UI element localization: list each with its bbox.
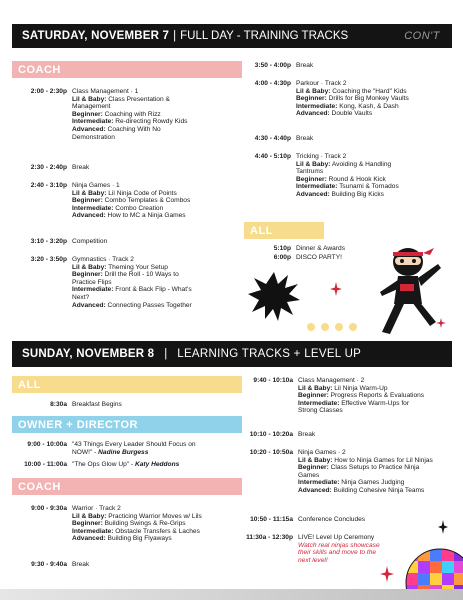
entry-desc (72, 561, 242, 569)
line-text: Class Presentation & (106, 95, 170, 103)
line-text: Avoiding & Handling (330, 160, 392, 168)
entry-desc (296, 80, 456, 118)
entry-time: 10:20 - 10:50a (249, 449, 293, 456)
level-label: Beginner: (72, 271, 103, 279)
level-label: Beginner: (296, 175, 327, 183)
schedule-entry (20, 561, 242, 569)
entry-line (72, 111, 242, 119)
entry-line (298, 392, 456, 400)
entry-line (298, 516, 456, 524)
level-label: Lil & Baby: (296, 160, 331, 168)
line-text: Building Big Flyaways (105, 535, 172, 543)
schedule-entry (246, 516, 456, 524)
entry-line (298, 487, 456, 495)
entry-time: 3:10 - 3:20p (30, 238, 67, 245)
level-label: Lil & Baby: (72, 189, 107, 197)
dots-decoration (306, 322, 374, 332)
entry-time: 10:50 - 11:15a (250, 516, 293, 523)
entry-time: 8:30a (50, 401, 67, 408)
line-text: LIVE! Level Up Ceremony (298, 534, 375, 541)
entry-desc (298, 516, 456, 524)
day2-all-label: ALL (18, 378, 41, 391)
line-text: Tsunami & Tornados (337, 183, 399, 191)
entry-line (72, 164, 242, 172)
line-text: Connecting Passes Together (105, 301, 192, 309)
level-label: Lil & Baby: (72, 512, 107, 520)
level-label: Beginner: (72, 520, 103, 528)
line-text: Practice Flips (72, 278, 112, 286)
entry-line (72, 182, 242, 190)
entry-time: 9:00 - 10:00a (27, 441, 67, 448)
level-label: Lil & Baby: (296, 87, 331, 95)
schedule-entry (20, 164, 242, 172)
line-text: Effective Warm-Ups for (339, 399, 410, 407)
line-text: Management (72, 103, 111, 111)
entry-time: 2:00 - 2:30p (30, 88, 67, 95)
line-text: Drill the Roll - 10 Ways to (102, 271, 179, 279)
entry-line (72, 264, 242, 272)
entry-line (298, 400, 456, 408)
level-label: Beginner: (296, 95, 327, 103)
line-text: Re-directing Rowdy Kids (113, 118, 188, 126)
level-label: Intermediate: (72, 204, 114, 212)
entry-line (72, 88, 242, 96)
level-label: Intermediate: (298, 399, 340, 407)
line-text: Practicing Warrior Moves w/ Lils (106, 512, 202, 520)
entry-line (296, 95, 456, 103)
line-text: Games (298, 471, 320, 479)
entry-time: 2:40 - 3:10p (30, 182, 67, 189)
entry-line (298, 534, 456, 542)
entry-line (72, 212, 242, 220)
entry-line (72, 561, 242, 569)
line-text: Break (296, 135, 314, 142)
line-text: Combo Templates & Combos (102, 197, 191, 205)
schedule-entry (20, 256, 242, 309)
day2-owner-header (12, 416, 242, 433)
line-text: Tricking · Track 2 (296, 153, 347, 160)
entry-line (72, 535, 242, 543)
level-label: Intermediate: (72, 527, 114, 535)
level-label: Advanced: (72, 301, 106, 309)
entry-line (72, 103, 242, 111)
entry-line (298, 385, 456, 393)
level-label: Advanced: (72, 535, 106, 543)
line-text: Tantrums (296, 168, 324, 176)
entry-line (298, 472, 456, 480)
entry-line (296, 168, 456, 176)
entry-line (72, 505, 242, 513)
line-text: How to MC a Ninja Games (105, 212, 186, 220)
entry-line (296, 191, 456, 199)
entry-time: 5:10p (273, 245, 291, 252)
line-text: Kong, Kash, & Dash (337, 102, 399, 110)
day1-separator: | (173, 30, 177, 42)
line-text: Break (296, 62, 314, 69)
schedule-entry (246, 431, 456, 439)
entry-time: 9:30 - 9:40a (31, 561, 67, 568)
entry-time: 4:30 - 4:40p (254, 135, 291, 142)
day2-separator: | (164, 348, 168, 360)
day1-coach-label: COACH (18, 63, 61, 76)
sparkle-icon (438, 520, 448, 534)
day1-track-title: FULL DAY - TRAINING TRACKS (180, 30, 349, 42)
line-text: Strong Classes (298, 407, 343, 415)
entry-line (72, 441, 242, 449)
day1-date: SATURDAY, NOVEMBER 7 (22, 30, 170, 42)
entry-time: 3:50 - 4:00p (254, 62, 291, 69)
level-label: Advanced: (72, 212, 106, 220)
line-text: "The Ops Glow Up" - (72, 461, 135, 468)
entry-desc (296, 135, 456, 143)
line-text: Break (298, 431, 316, 438)
entry-line (72, 256, 242, 264)
ceremony-note: their skills and move to the (298, 549, 377, 557)
ceremony-note: Watch real ninjas showcase (298, 541, 380, 549)
day2-track-title: LEARNING TRACKS + LEVEL UP (177, 348, 362, 360)
entry-line (72, 461, 242, 469)
day2-coach-header (12, 478, 242, 495)
entry-desc (298, 377, 456, 415)
line-text: "43 Things Every Leader Should Focus on (72, 441, 196, 448)
line-text: Demonstration (72, 133, 115, 141)
speaker-name: Nadine Burgess (98, 448, 149, 456)
line-text: Lil Ninja Warm-Up (332, 384, 388, 392)
line-text: Coaching with Rizz (102, 110, 161, 118)
line-text: Class Setups to Practice Ninja (328, 464, 420, 472)
bottom-fade-bar (0, 589, 463, 600)
entry-line (298, 407, 456, 415)
line-text: Class Management · 2 (298, 377, 365, 384)
line-text: Ninja Games · 1 (72, 182, 120, 189)
entry-desc (72, 182, 242, 220)
ninja-mascot-icon (372, 246, 444, 338)
entry-desc (298, 431, 456, 439)
day1-all-entry-dinner (246, 245, 366, 253)
line-text: Breakfast Begins (72, 401, 122, 408)
entry-time: 2:30 - 2:40p (30, 164, 67, 171)
entry-time: 3:20 - 3:50p (30, 256, 67, 263)
schedule-entry (20, 182, 242, 220)
schedule-entry (246, 449, 456, 495)
day2-date: SUNDAY, NOVEMBER 8 (22, 348, 155, 360)
level-label: Lil & Baby: (72, 95, 107, 103)
entry-desc: Dinner & Awards (296, 245, 345, 252)
level-label: Beginner: (72, 110, 103, 118)
day2-owner-label: OWNER + DIRECTOR (18, 418, 138, 431)
schedule-entry (246, 80, 456, 118)
entry-time: 6:00p (273, 254, 291, 261)
line-text: Warrior · Track 2 (72, 505, 121, 512)
entry-line (72, 205, 242, 213)
line-text: Building Swings & Re-Grips (102, 520, 186, 528)
schedule-entry (20, 441, 242, 456)
level-label: Beginner: (298, 392, 329, 400)
day1-coach-header (12, 61, 242, 78)
line-text: Coaching With No (105, 125, 161, 133)
schedule-entry (20, 88, 242, 141)
schedule-entry (20, 238, 242, 246)
level-label: Lil & Baby: (298, 384, 333, 392)
line-text: Gymnastics · Track 2 (72, 256, 134, 263)
entry-line (72, 134, 242, 142)
level-label: Lil & Baby: (298, 456, 333, 464)
ceremony-note: next level! (298, 556, 328, 564)
entry-line (296, 80, 456, 88)
entry-line (296, 62, 456, 70)
line-text: Progress Reports & Evaluations (328, 392, 425, 400)
entry-line (72, 294, 242, 302)
line-text: Coaching the "Hard" Kids (330, 87, 407, 95)
line-text: Break (72, 561, 90, 568)
entry-line (298, 377, 456, 385)
line-text: Drills for Big Monkey Vaults (326, 95, 409, 103)
entry-desc (72, 461, 242, 469)
line-text: Break (72, 164, 90, 171)
line-text: Ninja Games Judging (339, 479, 405, 487)
day2-all-header (12, 376, 242, 393)
black-starburst-icon (248, 270, 300, 322)
line-text: Round & Hook Kick (326, 175, 386, 183)
level-label: Beginner: (72, 197, 103, 205)
level-label: Intermediate: (72, 286, 114, 294)
line-text: Parkour · Track 2 (296, 80, 347, 87)
day1-banner (12, 24, 452, 48)
entry-line (72, 520, 242, 528)
schedule-entry (246, 62, 456, 70)
entry-desc (72, 238, 242, 246)
schedule-entry (246, 377, 456, 415)
entry-time: 10:00 - 11:00a (24, 461, 67, 468)
entry-line (296, 135, 456, 143)
entry-time: 9:40 - 10:10a (253, 377, 293, 384)
entry-time: 10:10 - 10:20a (249, 431, 293, 438)
entry-line (296, 103, 456, 111)
schedule-entry (246, 153, 456, 199)
entry-line (298, 464, 456, 472)
line-text: Theming Your Setup (106, 263, 168, 271)
entry-line (72, 190, 242, 198)
line-text: Ninja Games · 2 (298, 449, 346, 456)
speaker-name: Katy Heddons (134, 461, 180, 468)
level-label: Lil & Baby: (72, 263, 107, 271)
entry-desc (72, 505, 242, 543)
day1-all-header (244, 222, 324, 239)
entry-line (72, 449, 242, 457)
entry-desc (72, 88, 242, 141)
schedule-entry (20, 505, 242, 543)
level-label: Intermediate: (296, 102, 338, 110)
line-text: Double Vaults (329, 110, 373, 118)
entry-line (72, 302, 242, 310)
day2-coach-label: COACH (18, 480, 61, 493)
sparkle-icon (330, 282, 342, 296)
level-label: Intermediate: (296, 183, 338, 191)
level-label: Advanced: (72, 125, 106, 133)
entry-desc (72, 401, 242, 409)
line-text: Obstacle Transfers & Laches (113, 527, 200, 535)
entry-time: 9:00 - 9:30a (31, 505, 67, 512)
line-text: Competition (72, 238, 108, 245)
entry-line (296, 183, 456, 191)
level-label: Advanced: (298, 486, 332, 494)
line-text: Lil Ninja Code of Points (106, 189, 177, 197)
line-text: Class Management · 1 (72, 88, 139, 95)
entry-line (72, 126, 242, 134)
entry-time: 11:30a - 12:30p (246, 534, 293, 541)
day1-all-entry-disco (246, 254, 366, 262)
entry-desc (72, 441, 242, 456)
entry-line (72, 513, 242, 521)
line-text: NOW!" - (72, 448, 99, 456)
line-text: Conference Concludes (298, 516, 366, 523)
schedule-entry (20, 401, 242, 409)
continued-label: CON'T (404, 30, 440, 42)
entry-desc (298, 449, 456, 495)
day2-banner (12, 341, 452, 367)
entry-line (298, 431, 456, 439)
entry-desc (72, 164, 242, 172)
line-text: Next? (72, 293, 90, 301)
line-text: How to Ninja Games for Lil Ninjas (332, 456, 433, 464)
level-label: Advanced: (296, 110, 330, 118)
entry-desc (296, 62, 456, 70)
entry-line (72, 197, 242, 205)
entry-line (298, 457, 456, 465)
level-label: Intermediate: (72, 118, 114, 126)
entry-line (72, 118, 242, 126)
line-text: Combo Creation (113, 204, 164, 212)
entry-line (298, 449, 456, 457)
entry-line (298, 479, 456, 487)
entry-line (296, 161, 456, 169)
entry-desc (296, 153, 456, 199)
schedule-entry (20, 461, 242, 469)
sparkle-icon (380, 566, 394, 582)
level-label: Advanced: (296, 190, 330, 198)
entry-line (72, 279, 242, 287)
line-text: Building Cohesive Ninja Teams (331, 486, 425, 494)
sparkle-icon (436, 318, 446, 328)
entry-line (296, 176, 456, 184)
entry-desc (72, 256, 242, 309)
schedule-entry (246, 135, 456, 143)
day1-all-label: ALL (250, 224, 273, 237)
level-label: Intermediate: (298, 479, 340, 487)
entry-line (72, 528, 242, 536)
entry-line (296, 110, 456, 118)
entry-time: 4:00 - 4:30p (254, 80, 291, 87)
entry-desc: DISCO PARTY! (296, 254, 342, 261)
level-label: Beginner: (298, 464, 329, 472)
entry-time: 4:40 - 5:10p (254, 153, 291, 160)
entry-line (72, 401, 242, 409)
line-text: Building Big Kicks (329, 190, 384, 198)
line-text: Front & Back Flip - What's (113, 286, 192, 294)
entry-line (72, 271, 242, 279)
entry-line (72, 238, 242, 246)
entry-line (296, 153, 456, 161)
entry-line (296, 88, 456, 96)
entry-line (72, 286, 242, 294)
entry-line (72, 96, 242, 104)
